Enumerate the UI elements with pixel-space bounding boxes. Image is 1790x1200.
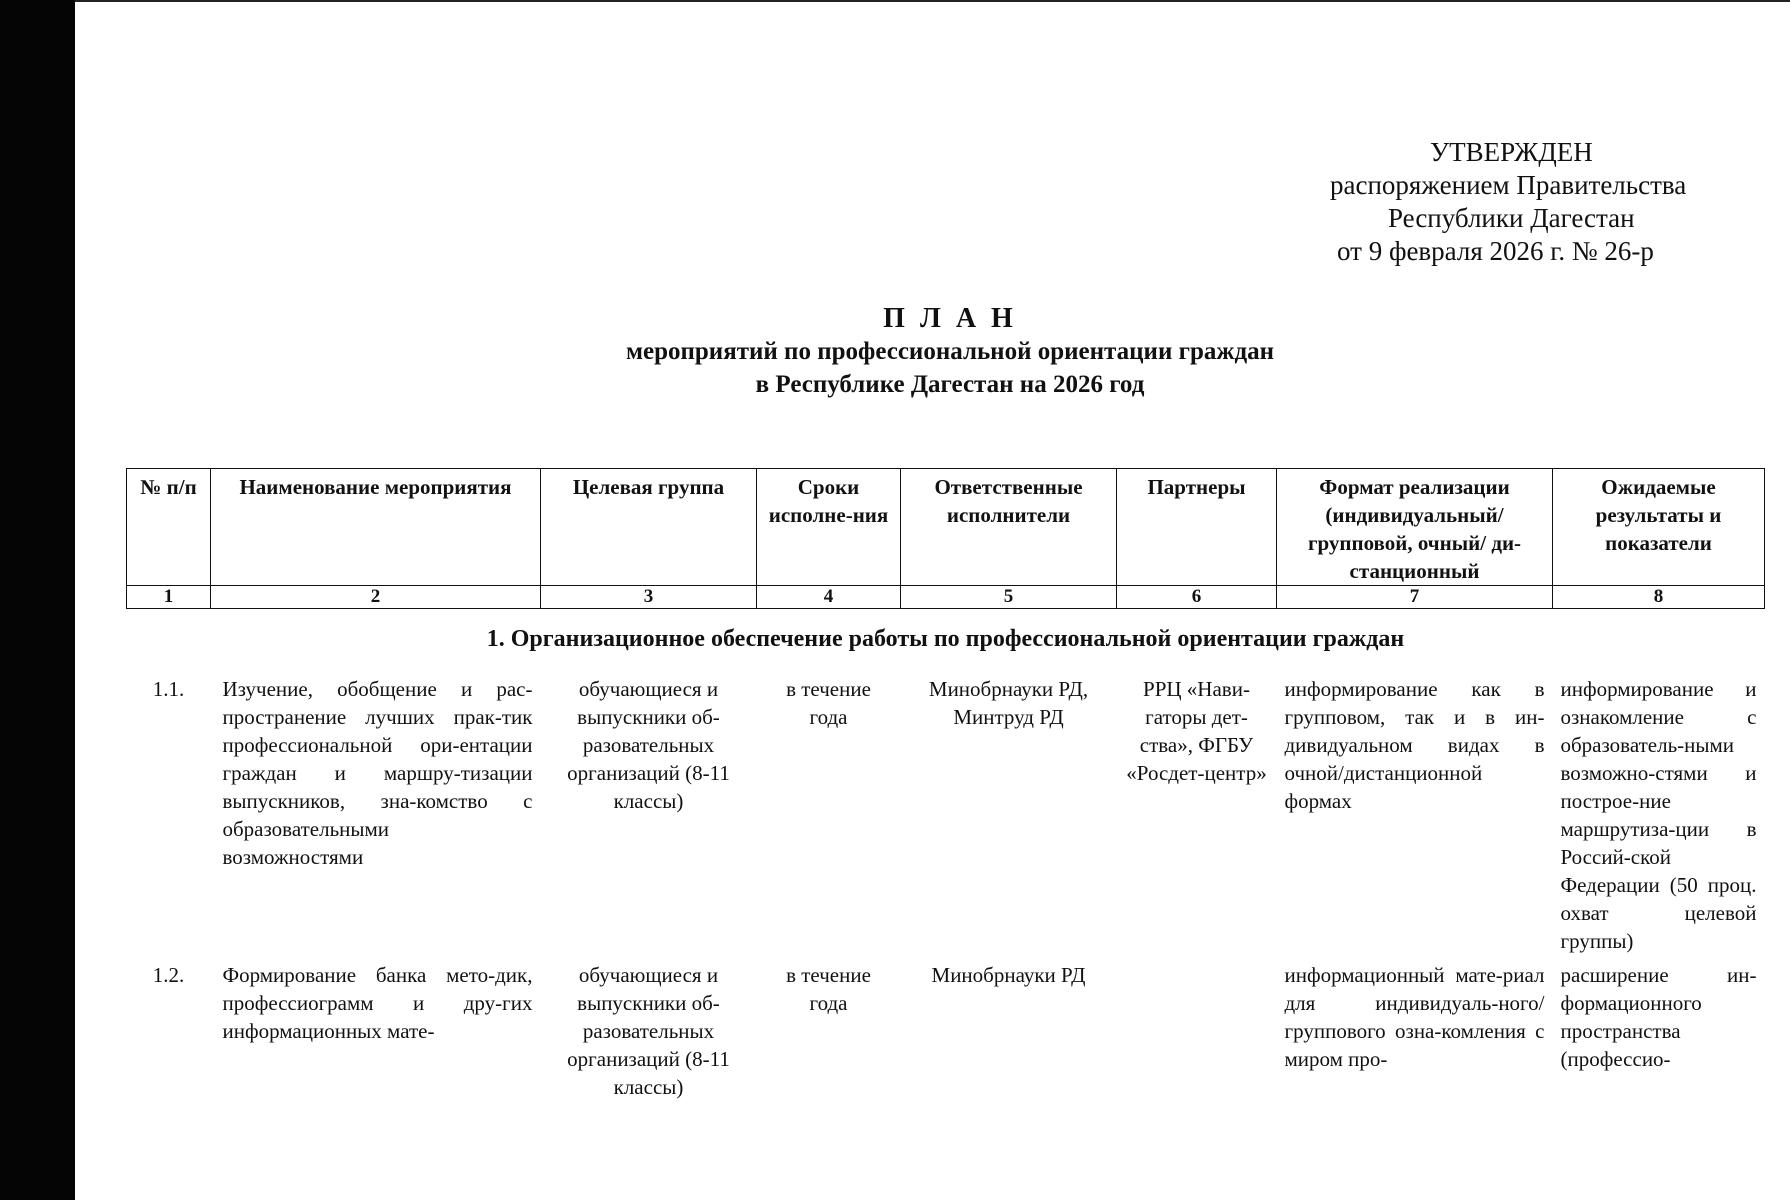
header-format: Формат реализации (индивидуальный/ групповой, очный/ ди-станционный xyxy=(1277,469,1553,586)
plan-table xyxy=(126,468,1765,1121)
cell-results: информирование и ознакомление с образователь-ными возможно-стями и построе-ние маршрутиза-ции в Россий-ской Федерации (50 проц. охват целевой группы) xyxy=(1560,677,1757,953)
cell-target: обучающиеся и выпускники об-разовательных организаций (8-11 классы) xyxy=(567,677,730,813)
cell-format: информационный мате-риал для индивидуаль-ного/группового озна-комления с миром про- xyxy=(1284,963,1545,1071)
cell-responsible: Минобрнауки РД xyxy=(931,963,1086,987)
scan-dark-edge xyxy=(0,0,75,1200)
table-row xyxy=(127,675,1765,961)
cell-results: расширение ин-формационного пространства (профессио- xyxy=(1560,963,1757,1071)
column-number: 1 xyxy=(127,586,211,609)
approval-line-2: распоряжением Правительства xyxy=(1330,170,1687,200)
header-num: № п/п xyxy=(127,469,211,586)
column-number: 6 xyxy=(1117,586,1277,609)
approval-line-3: Республики Дагестан xyxy=(1388,203,1635,233)
header-name: Наименование мероприятия xyxy=(211,469,541,586)
column-number: 2 xyxy=(211,586,541,609)
approval-line-1: УТВЕРЖДЕН xyxy=(1430,137,1593,167)
table-row xyxy=(127,961,1765,1121)
header-responsible: Ответственные исполнители xyxy=(901,469,1117,586)
section-title: 1. Организационное обеспечение работы по профессиональной ориентации граждан xyxy=(486,626,1405,652)
column-number: 7 xyxy=(1277,586,1553,609)
title-line-3: в Республике Дагестан на 2026 год xyxy=(755,371,1145,398)
cell-responsible: Минобрнауки РД, Минтруд РД xyxy=(928,677,1089,729)
header-results: Ожидаемые результаты и показатели xyxy=(1553,469,1765,586)
column-number: 5 xyxy=(901,586,1117,609)
cell-term: в течение года xyxy=(786,677,871,729)
header-target: Целевая группа xyxy=(541,469,757,586)
approval-stamp-block xyxy=(1300,136,1760,268)
approval-line-4: от 9 февраля 2026 г. № 26-р xyxy=(1337,236,1654,266)
cell-name: Изучение, обобщение и рас-пространение лучших прак-тик профессиональной ори-ентации граждан и маршру-тизации выпускников, зна-комство с образовательными возможностями xyxy=(222,677,533,869)
cell-num: 1.1. xyxy=(152,677,185,701)
header-row xyxy=(127,469,1765,586)
column-number-row xyxy=(127,586,1765,609)
section-row xyxy=(127,609,1765,676)
header-partners: Партнеры xyxy=(1117,469,1277,586)
cell-format: информирование как в групповом, так и в ин-дивидуальном видах в очной/дистанционной формах xyxy=(1284,677,1545,813)
cell-name: Формирование банка мето-дик, профессиограмм и дру-гих информационных мате- xyxy=(222,963,533,1043)
cell-target: обучающиеся и выпускники об-разовательных организаций (8-11 классы) xyxy=(567,963,730,1099)
cell-num: 1.2. xyxy=(152,963,185,987)
scan-top-edge xyxy=(75,0,1790,2)
cell-partners: РРЦ «Нави-гаторы дет-ства», ФГБУ «Росдет-центр» xyxy=(1126,677,1267,785)
cell-term: в течение года xyxy=(786,963,871,1015)
column-number: 3 xyxy=(541,586,757,609)
title-line-2: мероприятий по профессиональной ориентации граждан xyxy=(625,338,1275,365)
header-term: Сроки исполне-ния xyxy=(757,469,901,586)
title-line-1: П Л А Н xyxy=(883,303,1017,334)
plan-title xyxy=(480,302,1420,401)
column-number: 4 xyxy=(757,586,901,609)
column-number: 8 xyxy=(1553,586,1765,609)
cell-partners xyxy=(1117,961,1277,1121)
